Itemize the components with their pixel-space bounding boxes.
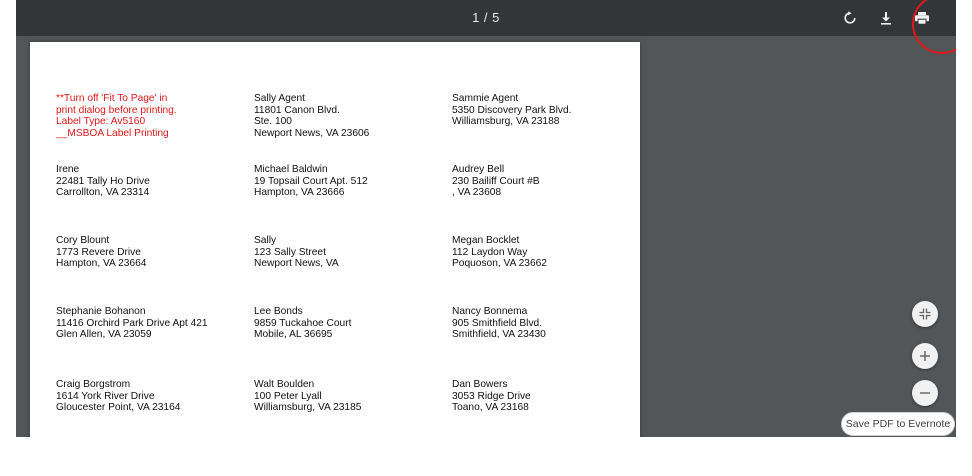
address-label bbox=[254, 379, 444, 414]
label-line: 112 Laydon Way bbox=[452, 246, 528, 258]
label-line: Irene bbox=[56, 164, 80, 175]
label-line: 11801 Canon Blvd. bbox=[254, 104, 340, 116]
save-to-evernote-button[interactable]: Save PDF to Evernote bbox=[841, 412, 955, 436]
label-line: Label Type: Av5160 bbox=[56, 116, 146, 128]
label-line: Smithfield, VA 23430 bbox=[452, 329, 546, 341]
label-line: Megan Bocklet bbox=[452, 235, 520, 246]
label-line: Audrey Bell bbox=[452, 164, 505, 175]
address-label bbox=[254, 93, 444, 139]
zoom-in-icon bbox=[919, 350, 931, 362]
label-line: 123 Sally Street bbox=[254, 246, 326, 258]
fit-to-page-icon bbox=[919, 308, 931, 320]
label-line: Glen Allen, VA 23059 bbox=[56, 329, 152, 341]
label-line: Newport News, VA bbox=[254, 258, 339, 270]
label-line: __MSBOA Label Printing bbox=[56, 127, 169, 139]
label-line: Craig Borgstrom bbox=[56, 379, 131, 390]
address-label bbox=[254, 235, 444, 270]
label-line: Dan Bowers bbox=[452, 379, 508, 390]
label-line: Nancy Bonnema bbox=[452, 306, 528, 317]
label-line: Sally Agent bbox=[254, 93, 305, 104]
fit-to-page-button[interactable] bbox=[912, 301, 938, 327]
address-label bbox=[452, 306, 642, 341]
label-line: 11416 Orchird Park Drive Apt 421 bbox=[56, 317, 208, 329]
address-label bbox=[56, 235, 246, 270]
download-button[interactable] bbox=[876, 8, 896, 28]
label-line: Toano, VA 23168 bbox=[452, 402, 529, 414]
address-label bbox=[452, 164, 642, 199]
address-label bbox=[452, 379, 642, 414]
zoom-out-icon bbox=[919, 387, 931, 399]
address-label bbox=[254, 306, 444, 341]
label-line: print dialog before printing. bbox=[56, 104, 177, 116]
label-line: Mobile, AL 36695 bbox=[254, 329, 333, 341]
label-line: Newport News, VA 23606 bbox=[254, 127, 370, 139]
rotate-button[interactable] bbox=[840, 8, 860, 28]
label-line: 22481 Tally Ho Drive bbox=[56, 175, 150, 187]
label-line: Gloucester Point, VA 23164 bbox=[56, 402, 181, 414]
label-line: Ste. 100 bbox=[254, 116, 292, 128]
label-line: **Turn off 'Fit To Page' in bbox=[56, 93, 168, 104]
address-label bbox=[452, 93, 642, 128]
label-line: 905 Smithfield Blvd. bbox=[452, 317, 543, 329]
label-line: Cory Blount bbox=[56, 235, 110, 246]
label-line: Williamsburg, VA 23188 bbox=[452, 116, 560, 128]
label-line: Carrollton, VA 23314 bbox=[56, 187, 150, 199]
label-line: 5350 Discovery Park Blvd. bbox=[452, 104, 572, 116]
download-icon bbox=[879, 11, 893, 25]
print-icon bbox=[914, 11, 930, 25]
label-line: Stephanie Bohanon bbox=[56, 306, 146, 317]
zoom-out-button[interactable] bbox=[912, 380, 938, 406]
viewer-toolbar bbox=[16, 0, 956, 36]
address-label bbox=[56, 379, 246, 414]
label-line: 19 Topsail Court Apt. 512 bbox=[254, 175, 368, 187]
address-label bbox=[56, 306, 246, 341]
label-line: Michael Baldwin bbox=[254, 164, 328, 175]
label-line: Lee Bonds bbox=[254, 306, 303, 317]
label-line: Hampton, VA 23666 bbox=[254, 187, 345, 199]
label-line: 9859 Tuckahoe Court bbox=[254, 317, 352, 329]
label-line: Poquoson, VA 23662 bbox=[452, 258, 547, 270]
print-button[interactable] bbox=[912, 8, 932, 28]
pdf-page bbox=[30, 42, 640, 437]
label-line: Sally bbox=[254, 235, 277, 246]
page-counter: 1 / 5 bbox=[472, 10, 500, 25]
label-line: 1614 York River Drive bbox=[56, 390, 155, 402]
address-label bbox=[452, 235, 642, 270]
zoom-in-button[interactable] bbox=[912, 343, 938, 369]
label-line: Williamsburg, VA 23185 bbox=[254, 402, 362, 414]
rotate-icon bbox=[843, 11, 857, 25]
address-label bbox=[254, 164, 444, 199]
address-label bbox=[56, 164, 246, 199]
label-line: Walt Boulden bbox=[254, 379, 315, 390]
address-label bbox=[56, 93, 246, 139]
label-line: Sammie Agent bbox=[452, 93, 519, 104]
label-line: , VA 23608 bbox=[452, 187, 502, 199]
label-line: 230 Bailiff Court #B bbox=[452, 175, 540, 187]
label-line: 100 Peter Lyall bbox=[254, 390, 322, 402]
label-line: 1773 Revere Drive bbox=[56, 246, 141, 258]
label-line: 3053 Ridge Drive bbox=[452, 390, 531, 402]
pdf-viewer bbox=[16, 0, 956, 437]
label-line: Hampton, VA 23664 bbox=[56, 258, 147, 270]
